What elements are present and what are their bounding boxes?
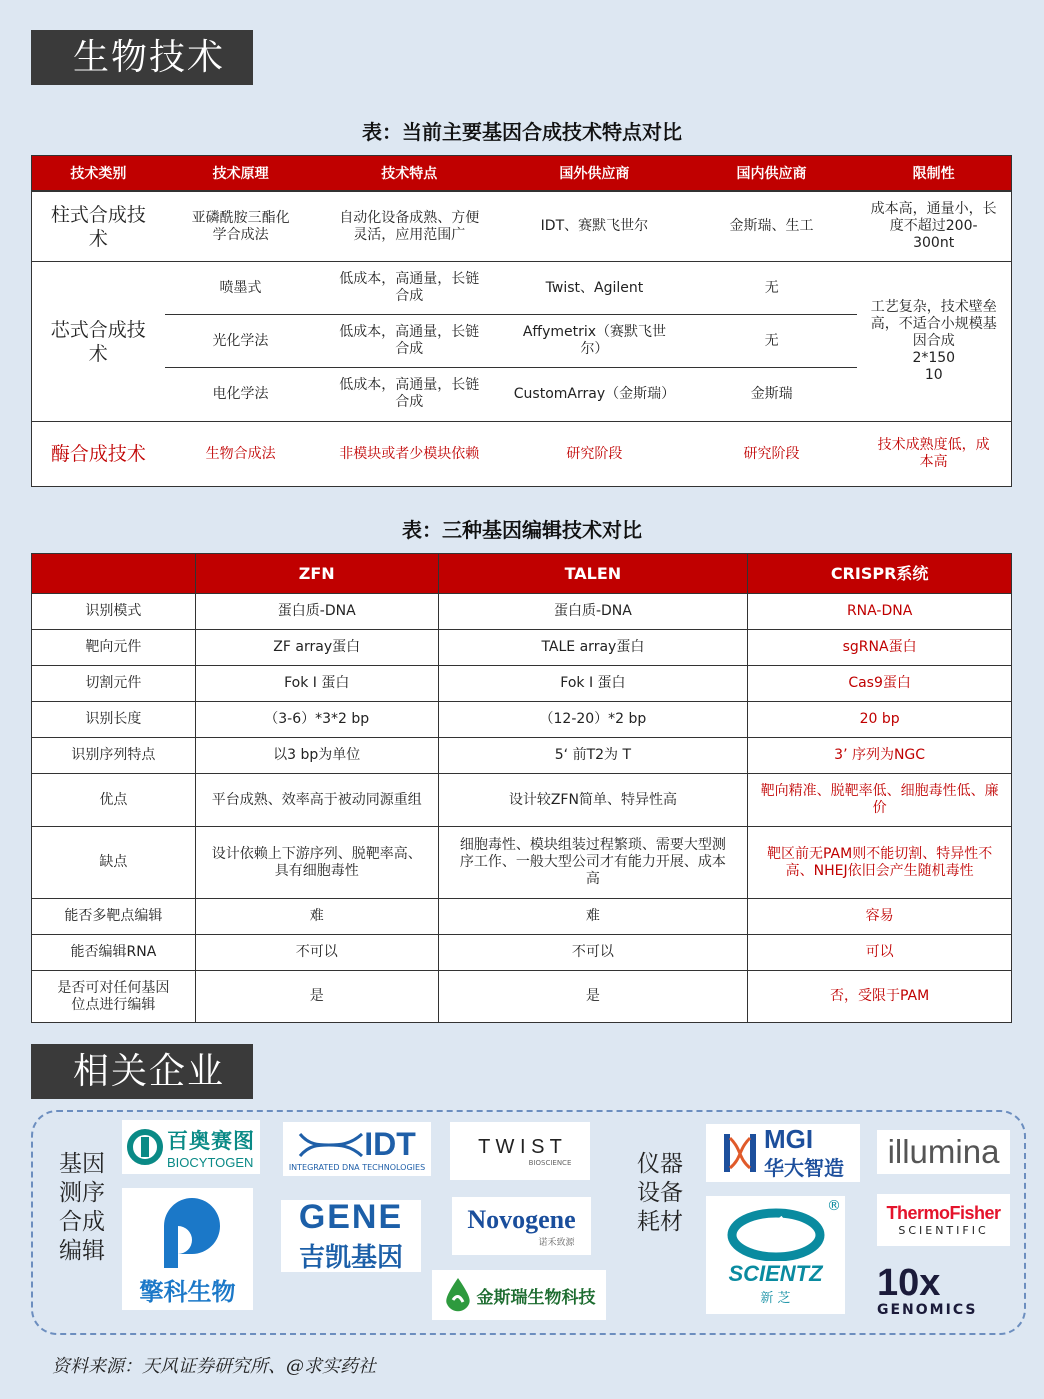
domestic-supplier-cell: 无 xyxy=(764,332,779,349)
illumina-wordmark: illumina xyxy=(887,1133,1000,1170)
qingke-logo xyxy=(122,1188,253,1310)
talen-cell: 不可以 xyxy=(438,935,748,971)
principle-cell: 生物合成法 xyxy=(205,445,276,462)
biocytogen-logo xyxy=(122,1120,260,1174)
genewiz-logo xyxy=(281,1200,421,1272)
zfn-cell: 难 xyxy=(195,899,438,935)
zfn-cell: 不可以 xyxy=(195,935,438,971)
crispr-cell: 否，受限于PAM xyxy=(748,971,1012,1023)
foreign-supplier-cell: 研究阶段 xyxy=(566,445,623,462)
foreign-supplier-cell: Twist、Agilent xyxy=(545,279,644,296)
biocytogen-en: BIOCYTOGEN xyxy=(167,1154,254,1170)
sub-row xyxy=(165,262,857,315)
scientz-logo xyxy=(706,1196,845,1314)
foreign-supplier-cell: IDT、赛默飞世尔 xyxy=(540,218,649,234)
feature-cell: 非模块或者少模块依赖 xyxy=(339,445,480,462)
row-label: 切割元件 xyxy=(32,666,196,702)
talen-cell: Fok I 蛋白 xyxy=(438,666,748,702)
mgi-helix-icon xyxy=(722,1130,758,1176)
table-row xyxy=(32,774,1012,827)
talen-cell: 是 xyxy=(438,971,748,1023)
principle-cell: 电化学法 xyxy=(212,385,269,402)
row-label: 优点 xyxy=(32,774,196,827)
header-cell: TALEN xyxy=(438,554,748,594)
thermofisher-wordmark: ThermoFisher xyxy=(886,1203,1001,1223)
header-cell: 技术类别 xyxy=(70,166,127,182)
table-row xyxy=(32,827,1012,899)
zfn-cell: 是 xyxy=(195,971,438,1023)
header-cell: ZFN xyxy=(195,554,438,594)
zfn-cell: 以3 bp为单位 xyxy=(195,738,438,774)
zfn-cell: Fok I 蛋白 xyxy=(195,666,438,702)
talen-cell: 5‘ 前T2为 T xyxy=(438,738,748,774)
header-cell: CRISPR系统 xyxy=(748,554,1012,594)
crispr-cell: 靶向精准、脱靶率低、细胞毒性低、廉价 xyxy=(748,774,1012,827)
sub-rows xyxy=(165,262,857,421)
feature-cell: 低成本，高通量，长链合成 xyxy=(339,324,480,357)
twist-wordmark: T W I S T xyxy=(478,1135,562,1158)
limit-cell xyxy=(857,262,1011,421)
table-row-group xyxy=(32,262,1011,422)
qingke-mark-icon xyxy=(148,1192,228,1272)
genewiz-cn: 吉凯基因 xyxy=(298,1243,403,1272)
biocytogen-mark-icon xyxy=(127,1127,163,1167)
talen-cell: TALE array蛋白 xyxy=(438,630,748,666)
genscript-cn: 金斯瑞生物科技 xyxy=(476,1287,596,1308)
zfn-cell: 蛋白质-DNA xyxy=(195,594,438,630)
feature-cell: 低成本，高通量，长链合成 xyxy=(339,377,480,410)
limit-cell: 成本高，通量小，长度不超过200-300nt xyxy=(870,201,997,251)
scientz-wordmark: SCIENTZ xyxy=(728,1260,823,1286)
row-label: 识别长度 xyxy=(32,702,196,738)
row-label: 靶向元件 xyxy=(32,630,196,666)
limit-text-3: 10 xyxy=(924,367,943,383)
novogene-wordmark: Novogene xyxy=(467,1204,576,1234)
header-cell: 国内供应商 xyxy=(736,166,807,182)
domestic-supplier-cell: 无 xyxy=(764,279,779,296)
category-cell: 芯式合成技术 xyxy=(50,318,146,365)
table-row xyxy=(32,594,1012,630)
crispr-cell: 3’ 序列为NGC xyxy=(748,738,1012,774)
crispr-cell: 20 bp xyxy=(748,702,1012,738)
talen-cell: 设计较ZFN简单、特异性高 xyxy=(438,774,748,827)
thermofisher-logo xyxy=(877,1194,1010,1246)
header-cell: 限制性 xyxy=(912,166,955,182)
limit-text: 工艺复杂，技术壁垒高，不适合小规模基因合成 xyxy=(870,299,997,349)
crispr-cell: 可以 xyxy=(748,935,1012,971)
header-cell: 国外供应商 xyxy=(559,166,630,182)
10x-subtitle: GENOMICS xyxy=(877,1302,978,1318)
table-row xyxy=(32,702,1012,738)
feature-cell: 自动化设备成熟、方便灵活，应用范围广 xyxy=(339,209,480,243)
twist-logo xyxy=(450,1122,590,1180)
crispr-cell: RNA-DNA xyxy=(748,594,1012,630)
10x-genomics-logo xyxy=(877,1256,981,1326)
zfn-cell: （3-6）*3*2 bp xyxy=(195,702,438,738)
table-row xyxy=(32,192,1011,262)
header-cell: 技术原理 xyxy=(212,166,269,182)
header-cell xyxy=(32,554,196,594)
gene-synthesis-table xyxy=(31,155,1012,487)
10x-wordmark: 10x xyxy=(877,1262,941,1304)
table-header-row xyxy=(32,554,1012,594)
genewiz-wordmark: GENE xyxy=(298,1200,404,1236)
source-note: 资料来源：天风证券研究所、@求实药社 xyxy=(52,1356,376,1377)
talen-cell: 蛋白质-DNA xyxy=(438,594,748,630)
table-row xyxy=(32,899,1012,935)
illumina-logo xyxy=(877,1130,1010,1174)
crispr-cell: 靶区前无PAM则不能切割、特异性不高、NHEJ依旧会产生随机毒性 xyxy=(748,827,1012,899)
biocytogen-cn: 百奥赛图 xyxy=(167,1128,255,1153)
section-title-biotech: 生物技术 xyxy=(31,30,253,85)
row-label: 识别模式 xyxy=(32,594,196,630)
table2-caption: 表：三种基因编辑技术对比 xyxy=(402,518,642,542)
qingke-cn: 擎科生物 xyxy=(139,1277,236,1306)
table-row xyxy=(32,935,1012,971)
feature-cell: 低成本，高通量，长链合成 xyxy=(339,271,480,304)
talen-cell: 细胞毒性、模块组装过程繁琐、需要大型测序工作、一般大型公司才有能力开展、成本高 xyxy=(438,827,748,899)
row-label: 能否多靶点编辑 xyxy=(32,899,196,935)
domestic-supplier-cell: 金斯瑞 xyxy=(750,385,793,402)
idt-logo xyxy=(283,1122,431,1176)
genscript-logo xyxy=(432,1270,606,1320)
limit-cell: 技术成熟度低，成本高 xyxy=(877,437,990,470)
table-header-row xyxy=(32,156,1011,192)
category-cell: 柱式合成技术 xyxy=(50,203,146,250)
scientz-cn: 新 芝 xyxy=(760,1290,791,1306)
zfn-cell: ZF array蛋白 xyxy=(195,630,438,666)
idt-subtitle: INTEGRATED DNA TECHNOLOGIES xyxy=(288,1163,426,1172)
talen-cell: （12-20）*2 bp xyxy=(438,702,748,738)
table-row xyxy=(32,971,1012,1023)
limit-text-2: 2*150 xyxy=(912,350,956,366)
table-row xyxy=(32,422,1011,486)
talen-cell: 难 xyxy=(438,899,748,935)
mgi-wordmark: MGI xyxy=(764,1124,814,1154)
table-row xyxy=(32,666,1012,702)
table1-caption: 表：当前主要基因合成技术特点对比 xyxy=(362,120,682,144)
row-label: 缺点 xyxy=(32,827,196,899)
scientz-registered: ® xyxy=(827,1198,841,1214)
mgi-cn: 华大智造 xyxy=(764,1155,844,1180)
row-label: 是否可对任何基因位点进行编辑 xyxy=(32,971,196,1023)
foreign-supplier-cell: Affymetrix（赛默飞世尔） xyxy=(522,324,667,357)
principle-cell: 光化学法 xyxy=(212,332,269,349)
genscript-drop-icon xyxy=(443,1276,473,1314)
row-label: 能否编辑RNA xyxy=(32,935,196,971)
zfn-cell: 平台成熟、效率高于被动同源重组 xyxy=(195,774,438,827)
group-label-instruments: 仪器设备耗材 xyxy=(637,1151,683,1235)
principle-cell: 亚磷酰胺三酯化学合成法 xyxy=(191,209,290,243)
principle-cell: 喷墨式 xyxy=(219,279,262,296)
category-cell: 酶合成技术 xyxy=(50,443,146,465)
crispr-cell: 容易 xyxy=(748,899,1012,935)
sub-row xyxy=(165,315,857,368)
idt-helix-icon xyxy=(298,1130,364,1160)
thermofisher-subtitle: SCIENTIFIC xyxy=(898,1224,989,1237)
mgi-logo xyxy=(706,1124,860,1182)
zfn-cell: 设计依赖上下游序列、脱靶率高、具有细胞毒性 xyxy=(195,827,438,899)
idt-wordmark: IDT xyxy=(364,1126,416,1162)
gene-editing-table xyxy=(31,553,1012,1023)
novogene-cn: 诺禾致源 xyxy=(538,1237,575,1248)
header-cell: 技术特点 xyxy=(381,166,438,182)
scientz-swoosh-icon xyxy=(726,1205,826,1261)
table-row xyxy=(32,738,1012,774)
section-title-companies: 相关企业 xyxy=(31,1044,253,1099)
crispr-cell: Cas9蛋白 xyxy=(748,666,1012,702)
domestic-supplier-cell: 研究阶段 xyxy=(743,445,800,462)
foreign-supplier-cell: CustomArray（金斯瑞） xyxy=(513,385,676,402)
domestic-supplier-cell: 金斯瑞、生工 xyxy=(729,218,814,234)
novogene-logo xyxy=(452,1197,591,1255)
table-row xyxy=(32,630,1012,666)
crispr-cell: sgRNA蛋白 xyxy=(748,630,1012,666)
group-label-sequencing: 基因测序合成编辑 xyxy=(59,1151,105,1264)
row-label: 识别序列特点 xyxy=(32,738,196,774)
twist-subtitle: BIOSCIENCE xyxy=(528,1158,572,1167)
sub-row xyxy=(165,368,857,420)
